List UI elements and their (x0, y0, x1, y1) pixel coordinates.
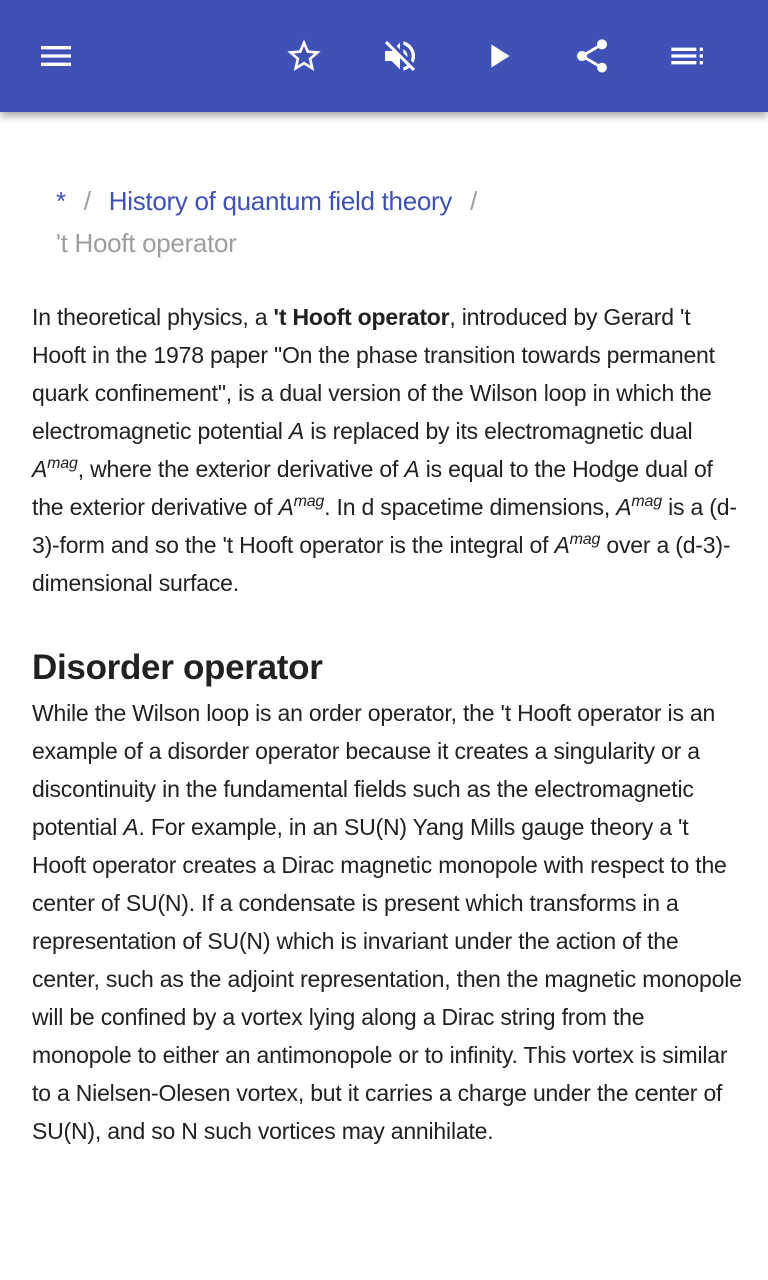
menu-icon[interactable] (36, 36, 76, 76)
breadcrumb-current: 't Hooft operator (56, 228, 237, 258)
section-paragraph: While the Wilson loop is an order operator, the 't Hooft operator is an example of a disorder operator because it creates a singularity or a discontinuity in the fundamental fields such as the electromagnetic potential A. For example, in an SU(N) Yang Mills gauge theory a 't Hooft operator creates a Dirac magnetic monopole with respect to the center of SU(N). If a condensate is present which transforms in a representation of SU(N) which is invariant under the action of the center, such as the adjoint representation, then the magnetic monopole will be confined by a vortex lying along a Dirac string from the monopole to either an antimonopole or to infinity. This vortex is similar to a Nielsen-Olesen vortex, but it carries a charge under the center of SU(N), and so N such vortices may annihilate. (32, 700, 742, 1144)
intro-paragraph: In theoretical physics, a 't Hooft operator, introduced by Gerard 't Hooft in the 1978 paper "On the phase transition towards permanent quark confinement", is a dual version of the Wilson loop in which the electromagnetic potential A is replaced by its electromagnetic dual $A^{mag}$, where the exterior derivative of A is equal to the Hodge dual of the exterior derivative of $A^{mag}$. In d spacetime dimensions, $A^{mag}$ is a (d-3)-form and so the 't Hooft operator is the integral of $A^{mag}$ over a (d-3)-dimensional surface. (32, 304, 737, 596)
breadcrumb-parent-link[interactable]: History of quantum field theory (108, 186, 453, 216)
star-outline-icon[interactable] (284, 36, 324, 76)
section-heading: Disorder operator (32, 648, 323, 687)
breadcrumb (56, 180, 736, 264)
article-content (32, 298, 742, 1150)
playlist-icon[interactable] (668, 36, 708, 76)
breadcrumb-separator: / (470, 186, 478, 216)
volume-off-icon[interactable] (380, 36, 420, 76)
breadcrumb-root-link[interactable]: * (56, 186, 66, 216)
app-bar (0, 0, 768, 112)
share-icon[interactable] (572, 36, 612, 76)
play-icon[interactable] (478, 36, 518, 76)
breadcrumb-separator: / (83, 186, 91, 216)
